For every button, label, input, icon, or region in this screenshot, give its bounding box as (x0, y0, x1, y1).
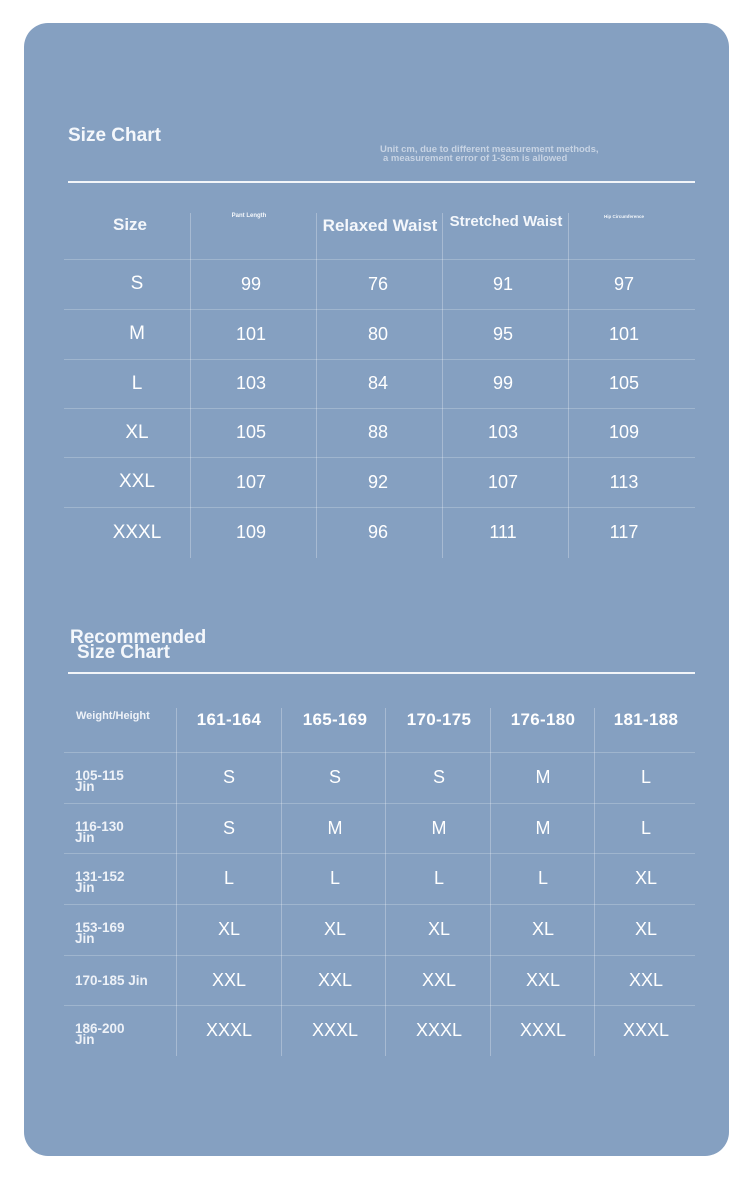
recommended-size: S (222, 817, 235, 838)
header-stretched-waist (448, 213, 564, 230)
size-label: XXL (119, 471, 155, 492)
column-divider (594, 708, 595, 1056)
weight-range-label-text: 186-200 Jin (75, 1021, 125, 1047)
measurement-value: 109 (608, 422, 640, 442)
recommended-title-line1: Recommended (70, 627, 207, 648)
measurement-value: 107 (487, 471, 519, 492)
weight-range-label-text: 170-185 Jin (75, 973, 148, 988)
measurement-value: 99 (492, 373, 514, 393)
measurement-note-line1: Unit cm, due to different measurement methods, (380, 144, 599, 155)
recommended-size: L (329, 868, 340, 888)
column-divider (385, 708, 386, 1056)
measurement-value: 105 (608, 373, 640, 393)
height-range-header: 181-188 (613, 710, 679, 729)
recommended-size: XXL (317, 969, 353, 990)
size-label: XXXL (112, 521, 162, 543)
measurement-value: 101 (608, 323, 640, 344)
weight-range-label (75, 871, 175, 893)
size-label: M (129, 323, 145, 344)
recommended-size: S (222, 767, 235, 787)
recommended-size: L (537, 868, 548, 888)
measurement-value: 97 (613, 273, 635, 294)
height-range-header: 165-169 (302, 710, 368, 729)
measurement-value: 109 (235, 522, 267, 542)
recommended-size: XXL (211, 969, 247, 990)
size-label: XL (125, 421, 149, 443)
recommended-size: L (433, 868, 444, 888)
measurement-value: 111 (489, 522, 517, 542)
height-range-header: 170-175 (406, 710, 472, 729)
recommended-size: XXL (525, 969, 561, 990)
column-divider (490, 708, 491, 1056)
recommended-size: L (640, 817, 651, 838)
size-chart-divider (68, 181, 695, 183)
weight-range-label (75, 770, 175, 792)
recommended-size: XL (531, 919, 555, 939)
weight-range-label (75, 821, 175, 843)
measurement-value: 101 (235, 323, 267, 344)
column-divider (176, 708, 177, 1056)
recommended-size: XXL (421, 969, 457, 990)
weight-range-label (75, 922, 175, 944)
measurement-note (380, 145, 599, 163)
recommended-size: XXXL (311, 1020, 359, 1040)
recommended-size: M (535, 767, 551, 787)
recommended-size: M (327, 817, 343, 838)
measurement-value: 91 (492, 273, 514, 294)
recommended-size: S (328, 767, 341, 787)
measurement-value: 103 (487, 422, 519, 442)
weight-range-label (75, 975, 175, 986)
measurement-value: 88 (367, 422, 389, 442)
weight-range-label (75, 1023, 175, 1045)
header-relaxed-waist (322, 218, 438, 233)
measurement-value: 80 (367, 323, 389, 344)
weight-range-label-text: 105-115 Jin (75, 768, 124, 794)
recommended-size: M (535, 817, 551, 838)
size-label: L (131, 372, 143, 394)
weight-range-label-text: 153-169 Jin (75, 920, 125, 946)
measurement-value: 84 (367, 373, 389, 393)
header-relaxed-waist-label: Relaxed Waist (322, 216, 438, 235)
measurement-value: 113 (609, 471, 639, 492)
measurement-value: 105 (235, 422, 267, 442)
measurement-value: 76 (367, 273, 389, 294)
recommended-size: L (223, 868, 234, 888)
recommended-size: S (432, 767, 445, 787)
measurement-value: 99 (240, 273, 262, 294)
measurement-value: 96 (367, 522, 389, 542)
recommended-size: XXXL (622, 1020, 670, 1040)
measurement-value: 103 (235, 373, 267, 393)
weight-range-label-text: 131-152 Jin (75, 869, 125, 895)
header-hip-circumference: Hip Circumference (603, 214, 644, 219)
measurement-note-line2: a measurement error of 1-3cm is allowed (383, 153, 568, 164)
recommended-size: XL (323, 919, 347, 939)
recommended-size: XL (217, 919, 241, 939)
recommended-size: XXXL (519, 1020, 567, 1040)
header-stretched-waist-label: Stretched Waist (449, 213, 563, 230)
header-weight-height: Weight/Height (76, 710, 150, 722)
size-label: S (130, 273, 144, 294)
recommended-size: XXXL (415, 1020, 463, 1040)
recommended-divider (68, 672, 695, 674)
weight-range-label-text: 116-130 Jin (75, 819, 124, 845)
recommended-size: XL (427, 919, 451, 939)
recommended-size: XL (634, 868, 658, 888)
recommended-size: XL (634, 919, 658, 939)
height-range-header: 176-180 (510, 710, 576, 729)
header-pant-length: Pant Length (231, 213, 267, 219)
recommended-size: M (431, 817, 447, 838)
recommended-size: L (640, 767, 651, 787)
header-size: Size (112, 215, 148, 234)
height-range-header: 161-164 (196, 710, 262, 729)
measurement-value: 92 (367, 471, 389, 492)
recommended-size: XXXL (205, 1020, 253, 1040)
measurement-value: 107 (235, 471, 267, 492)
column-divider (281, 708, 282, 1056)
measurement-value: 117 (609, 522, 639, 542)
recommended-size: XXL (628, 969, 664, 990)
size-chart-title: Size Chart (68, 125, 161, 146)
recommended-title-line2: Size Chart (77, 642, 170, 663)
measurement-value: 95 (492, 323, 514, 344)
